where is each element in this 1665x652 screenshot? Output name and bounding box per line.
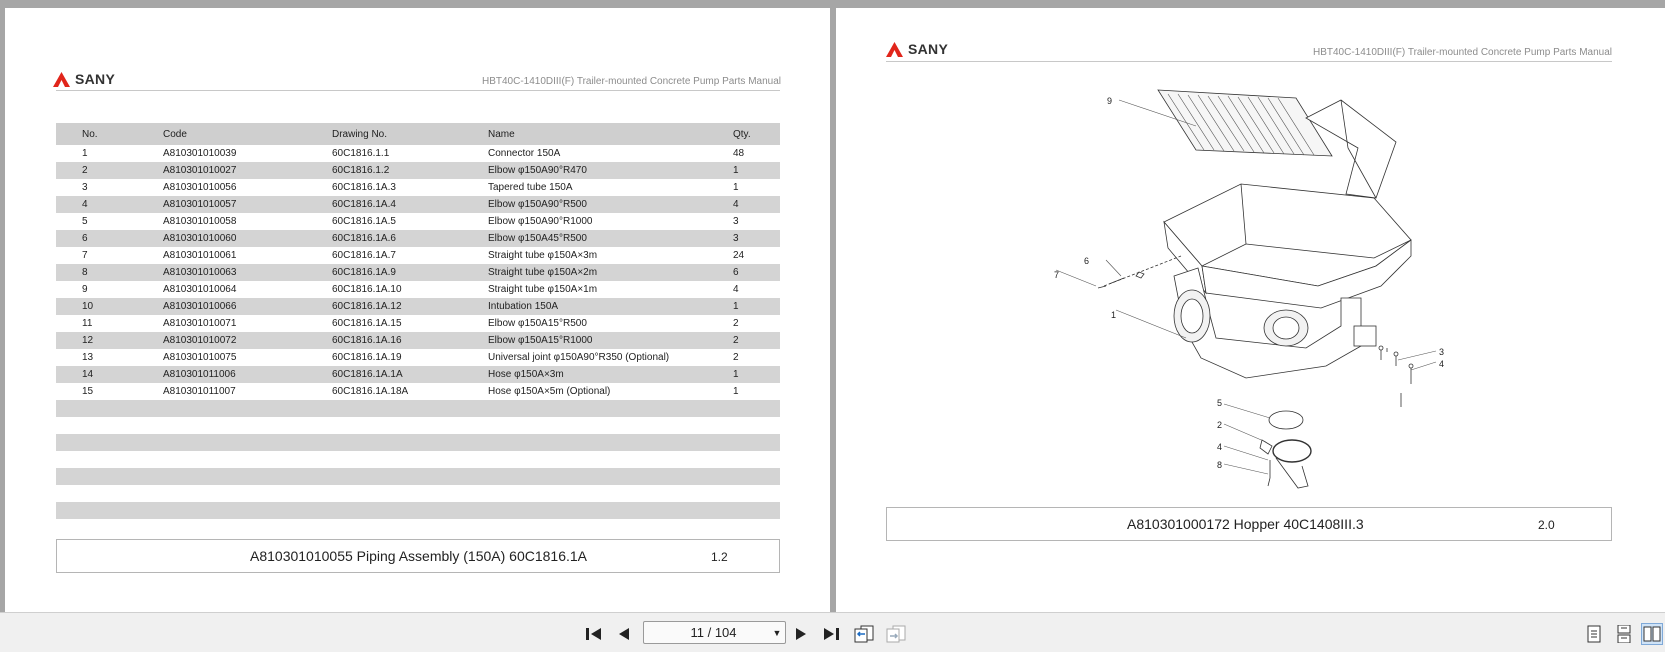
callout-9: 9 bbox=[1107, 96, 1113, 106]
cell-no: 14 bbox=[82, 366, 163, 383]
row-padding bbox=[56, 383, 82, 400]
cell-name: Hose φ150A×3m bbox=[488, 366, 733, 383]
cell-name bbox=[488, 434, 733, 451]
next-page-icon bbox=[794, 626, 808, 642]
cell-code: A810301010064 bbox=[163, 284, 237, 295]
cell-drawing-no bbox=[332, 485, 488, 502]
cell-name bbox=[488, 485, 733, 502]
cell-qty: 1 bbox=[733, 386, 739, 397]
previous-page-button[interactable] bbox=[613, 623, 635, 645]
row-padding bbox=[56, 400, 82, 417]
facing-pages-icon bbox=[1643, 626, 1661, 642]
cell-qty bbox=[733, 434, 780, 451]
viewer-toolbar bbox=[0, 612, 1665, 652]
cell-code bbox=[163, 502, 332, 519]
assembly-title: A810301010055 Piping Assembly (150A) 60C1816.1A bbox=[250, 548, 588, 564]
col-header-name: Name bbox=[488, 123, 733, 145]
table-row bbox=[56, 485, 780, 502]
callout-1: 1 bbox=[1111, 310, 1117, 320]
row-padding bbox=[56, 264, 82, 281]
seal-ring bbox=[1269, 411, 1303, 429]
manual-title: HBT40C-1410DIII(F) Trailer-mounted Concrete Pump Parts Manual bbox=[1312, 47, 1612, 58]
cell-code: A810301010056 bbox=[163, 182, 237, 193]
cell-no: 13 bbox=[82, 352, 94, 363]
cell-no: 3 bbox=[82, 182, 88, 193]
cell-name: Hose φ150A×5m (Optional) bbox=[488, 386, 611, 397]
cell-qty: 1 bbox=[733, 162, 780, 179]
col-header-no: No. bbox=[82, 123, 163, 145]
left-page bbox=[5, 8, 830, 612]
cell-no bbox=[82, 451, 163, 468]
cell-code: A810301010060 bbox=[163, 230, 332, 247]
last-page-button[interactable] bbox=[820, 623, 842, 645]
cell-drawing-no bbox=[332, 400, 488, 417]
cell-drawing-no: 60C1816.1A.6 bbox=[332, 230, 488, 247]
cell-qty: 2 bbox=[733, 332, 780, 349]
cell-qty: 1 bbox=[733, 366, 780, 383]
row-padding bbox=[56, 502, 82, 519]
callout-4-right: 4 bbox=[1439, 359, 1445, 369]
continuous-page-icon bbox=[1616, 625, 1632, 643]
sany-logo-text: SANY bbox=[908, 41, 949, 57]
row-padding bbox=[56, 213, 82, 230]
cell-qty: 1 bbox=[733, 298, 780, 315]
sany-logo bbox=[53, 71, 115, 87]
hopper-exploded-drawing bbox=[836, 8, 1665, 508]
table-row bbox=[56, 247, 780, 264]
cell-drawing-no: 60C1816.1.1 bbox=[332, 148, 390, 159]
go-back-view-icon bbox=[854, 625, 874, 643]
row-padding bbox=[56, 451, 82, 468]
cell-drawing-no: 60C1816.1A.7 bbox=[332, 250, 396, 261]
row-padding bbox=[56, 417, 82, 434]
row-padding bbox=[56, 366, 82, 383]
table-row bbox=[56, 213, 780, 230]
table-row bbox=[56, 230, 780, 247]
cell-no: 8 bbox=[82, 264, 163, 281]
cell-qty: 4 bbox=[733, 196, 780, 213]
table-row bbox=[56, 196, 780, 213]
callout-7: 7 bbox=[1054, 270, 1060, 280]
table-row bbox=[56, 332, 780, 349]
cell-no bbox=[82, 485, 163, 502]
cell-drawing-no: 60C1816.1.2 bbox=[332, 162, 488, 179]
table-row bbox=[56, 145, 780, 162]
table-row bbox=[56, 451, 780, 468]
callout-8: 8 bbox=[1217, 460, 1223, 470]
cell-name: Elbow φ150A90°R470 bbox=[488, 162, 733, 179]
cell-name: Tapered tube 150A bbox=[488, 182, 573, 193]
first-page-button[interactable] bbox=[583, 623, 605, 645]
cell-no bbox=[82, 417, 163, 434]
cell-no: 5 bbox=[82, 216, 88, 227]
cell-name bbox=[488, 468, 733, 485]
table-header-row bbox=[56, 123, 780, 145]
callout-3: 3 bbox=[1439, 347, 1445, 357]
callout-6: 6 bbox=[1084, 256, 1090, 266]
previous-page-icon bbox=[617, 626, 631, 642]
table-row bbox=[56, 502, 780, 519]
callout-5: 5 bbox=[1217, 398, 1223, 408]
assembly-title-box bbox=[56, 539, 780, 573]
cell-name: Elbow φ150A15°R500 bbox=[488, 318, 587, 329]
cell-code: A810301010071 bbox=[163, 318, 237, 329]
cell-no: 7 bbox=[82, 250, 88, 261]
row-padding bbox=[56, 230, 82, 247]
cell-name: Elbow φ150A90°R1000 bbox=[488, 216, 593, 227]
row-padding bbox=[56, 434, 82, 451]
first-page-icon bbox=[585, 626, 603, 642]
table-row bbox=[56, 434, 780, 451]
cell-name bbox=[488, 417, 733, 434]
table-row bbox=[56, 298, 780, 315]
cell-drawing-no bbox=[332, 502, 488, 519]
callout-2: 2 bbox=[1217, 420, 1223, 430]
cell-name: Elbow φ150A45°R500 bbox=[488, 230, 733, 247]
cell-no: 12 bbox=[82, 332, 163, 349]
cell-name: Straight tube φ150A×1m bbox=[488, 284, 598, 295]
cell-drawing-no bbox=[332, 468, 488, 485]
table-row bbox=[56, 468, 780, 485]
cell-drawing-no: 60C1816.1A.18A bbox=[332, 386, 409, 397]
col-header-qty: Qty. bbox=[733, 123, 780, 145]
cell-drawing-no: 60C1816.1A.1A bbox=[332, 366, 488, 383]
cell-qty: 4 bbox=[733, 284, 739, 295]
cell-name bbox=[488, 451, 733, 468]
cell-no: 11 bbox=[82, 318, 93, 329]
cell-no: 9 bbox=[82, 284, 88, 295]
table-row bbox=[56, 264, 780, 281]
row-padding bbox=[56, 485, 82, 502]
table-row bbox=[56, 179, 780, 196]
row-padding bbox=[56, 247, 82, 264]
table-row bbox=[56, 366, 780, 383]
cell-qty: 3 bbox=[733, 216, 739, 227]
cell-name bbox=[488, 400, 733, 417]
go-back-view-button[interactable] bbox=[853, 623, 875, 645]
cell-qty: 2 bbox=[733, 352, 739, 363]
row-padding bbox=[56, 145, 82, 162]
cell-no: 4 bbox=[82, 196, 163, 213]
cell-drawing-no bbox=[332, 417, 488, 434]
cell-drawing-no: 60C1816.1A.5 bbox=[332, 216, 396, 227]
cell-drawing-no: 60C1816.1A.9 bbox=[332, 264, 488, 281]
row-padding bbox=[56, 349, 82, 366]
cell-no: 10 bbox=[82, 298, 163, 315]
cell-no: 2 bbox=[82, 162, 163, 179]
cell-code: A810301010058 bbox=[163, 216, 237, 227]
cell-name: Straight tube φ150A×2m bbox=[488, 264, 733, 281]
cell-name: Elbow φ150A15°R1000 bbox=[488, 332, 733, 349]
cell-no bbox=[82, 434, 163, 451]
cell-code bbox=[163, 417, 332, 434]
last-page-icon bbox=[822, 626, 840, 642]
cell-qty: 3 bbox=[733, 230, 780, 247]
cell-qty bbox=[733, 417, 780, 434]
table-row bbox=[56, 417, 780, 434]
row-padding bbox=[56, 179, 82, 196]
cell-qty bbox=[733, 451, 780, 468]
page-number-select[interactable] bbox=[643, 621, 786, 644]
table-row bbox=[56, 281, 780, 298]
single-page-icon bbox=[1586, 625, 1602, 643]
assembly-version: 2.0 bbox=[1538, 518, 1555, 532]
cell-code bbox=[163, 485, 332, 502]
cell-name: Universal joint φ150A90°R350 (Optional) bbox=[488, 352, 670, 363]
bolt-group-right bbox=[1379, 346, 1413, 407]
cell-drawing-no bbox=[332, 451, 488, 468]
table-row bbox=[56, 349, 780, 366]
assembly-title-box bbox=[886, 507, 1612, 541]
cell-code: A810301010057 bbox=[163, 196, 332, 213]
cell-drawing-no: 60C1816.1A.3 bbox=[332, 182, 396, 193]
cell-code: A810301010039 bbox=[163, 148, 237, 159]
row-padding bbox=[56, 468, 82, 485]
cell-code: A810301010075 bbox=[163, 352, 237, 363]
row-padding bbox=[56, 281, 82, 298]
cell-code: A810301011007 bbox=[163, 386, 236, 397]
cell-name: Elbow φ150A90°R500 bbox=[488, 196, 733, 213]
cell-drawing-no: 60C1816.1A.19 bbox=[332, 352, 402, 363]
header-divider bbox=[56, 90, 780, 91]
right-page bbox=[836, 8, 1665, 612]
cell-code bbox=[163, 451, 332, 468]
cell-no: 6 bbox=[82, 230, 163, 247]
page-indicator: 11 / 104 bbox=[690, 625, 737, 640]
table-row bbox=[56, 383, 780, 400]
cell-qty: 1 bbox=[733, 182, 739, 193]
cell-code: A810301010072 bbox=[163, 332, 332, 349]
table-row bbox=[56, 400, 780, 417]
row-padding bbox=[56, 196, 82, 213]
cell-name bbox=[488, 502, 733, 519]
sany-logo-text: SANY bbox=[75, 71, 116, 87]
cell-no: 1 bbox=[82, 148, 88, 159]
cell-qty: 48 bbox=[733, 148, 745, 159]
cell-drawing-no: 60C1816.1A.16 bbox=[332, 332, 488, 349]
cell-drawing-no: 60C1816.1A.12 bbox=[332, 298, 488, 315]
flange bbox=[1273, 440, 1311, 462]
go-forward-view-button[interactable] bbox=[885, 623, 907, 645]
row-padding bbox=[56, 332, 82, 349]
cell-code: A810301010063 bbox=[163, 264, 332, 281]
cell-qty: 2 bbox=[733, 318, 739, 329]
next-page-button[interactable] bbox=[790, 623, 812, 645]
cell-qty: 24 bbox=[733, 250, 745, 261]
row-padding bbox=[56, 162, 82, 179]
cell-code bbox=[163, 468, 332, 485]
manual-title: HBT40C-1410DIII(F) Trailer-mounted Concrete Pump Parts Manual bbox=[481, 76, 781, 87]
cell-drawing-no: 60C1816.1A.15 bbox=[332, 318, 402, 329]
cell-qty bbox=[733, 485, 780, 502]
cell-no bbox=[82, 468, 163, 485]
cell-no bbox=[82, 502, 163, 519]
cell-qty bbox=[733, 468, 780, 485]
cell-code: A810301010027 bbox=[163, 162, 332, 179]
cell-qty bbox=[733, 400, 780, 417]
go-forward-view-icon bbox=[886, 625, 906, 643]
col-header-drawing-no: Drawing No. bbox=[332, 123, 488, 145]
cell-code: A810301011006 bbox=[163, 366, 332, 383]
chevron-down-icon: ▼ bbox=[772, 627, 782, 638]
cell-name: Connector 150A bbox=[488, 148, 561, 159]
cell-qty bbox=[733, 502, 780, 519]
single-page-view-button[interactable] bbox=[1583, 623, 1605, 645]
cell-qty: 6 bbox=[733, 264, 780, 281]
sany-logo-icon bbox=[53, 72, 70, 87]
table-row bbox=[56, 315, 780, 332]
cell-drawing-no: 60C1816.1A.4 bbox=[332, 196, 488, 213]
table-row bbox=[56, 162, 780, 179]
row-padding bbox=[56, 298, 82, 315]
assembly-title: A810301000172 Hopper 40C1408III.3 bbox=[1127, 516, 1364, 532]
cell-code bbox=[163, 400, 332, 417]
parts-table bbox=[56, 123, 780, 519]
cell-no: 15 bbox=[82, 386, 94, 397]
cell-no bbox=[82, 400, 163, 417]
cell-code: A810301010066 bbox=[163, 298, 332, 315]
col-header-code: Code bbox=[163, 123, 332, 145]
row-padding bbox=[56, 315, 82, 332]
assembly-version: 1.2 bbox=[711, 550, 728, 564]
cell-drawing-no: 60C1816.1A.10 bbox=[332, 284, 402, 295]
cell-code bbox=[163, 434, 332, 451]
continuous-view-button[interactable] bbox=[1613, 623, 1635, 645]
cell-drawing-no bbox=[332, 434, 488, 451]
cell-name: Intubation 150A bbox=[488, 298, 733, 315]
cell-code: A810301010061 bbox=[163, 250, 237, 261]
callout-4-lower: 4 bbox=[1217, 442, 1223, 452]
cell-name: Straight tube φ150A×3m bbox=[488, 250, 598, 261]
facing-pages-view-button[interactable] bbox=[1641, 623, 1663, 645]
